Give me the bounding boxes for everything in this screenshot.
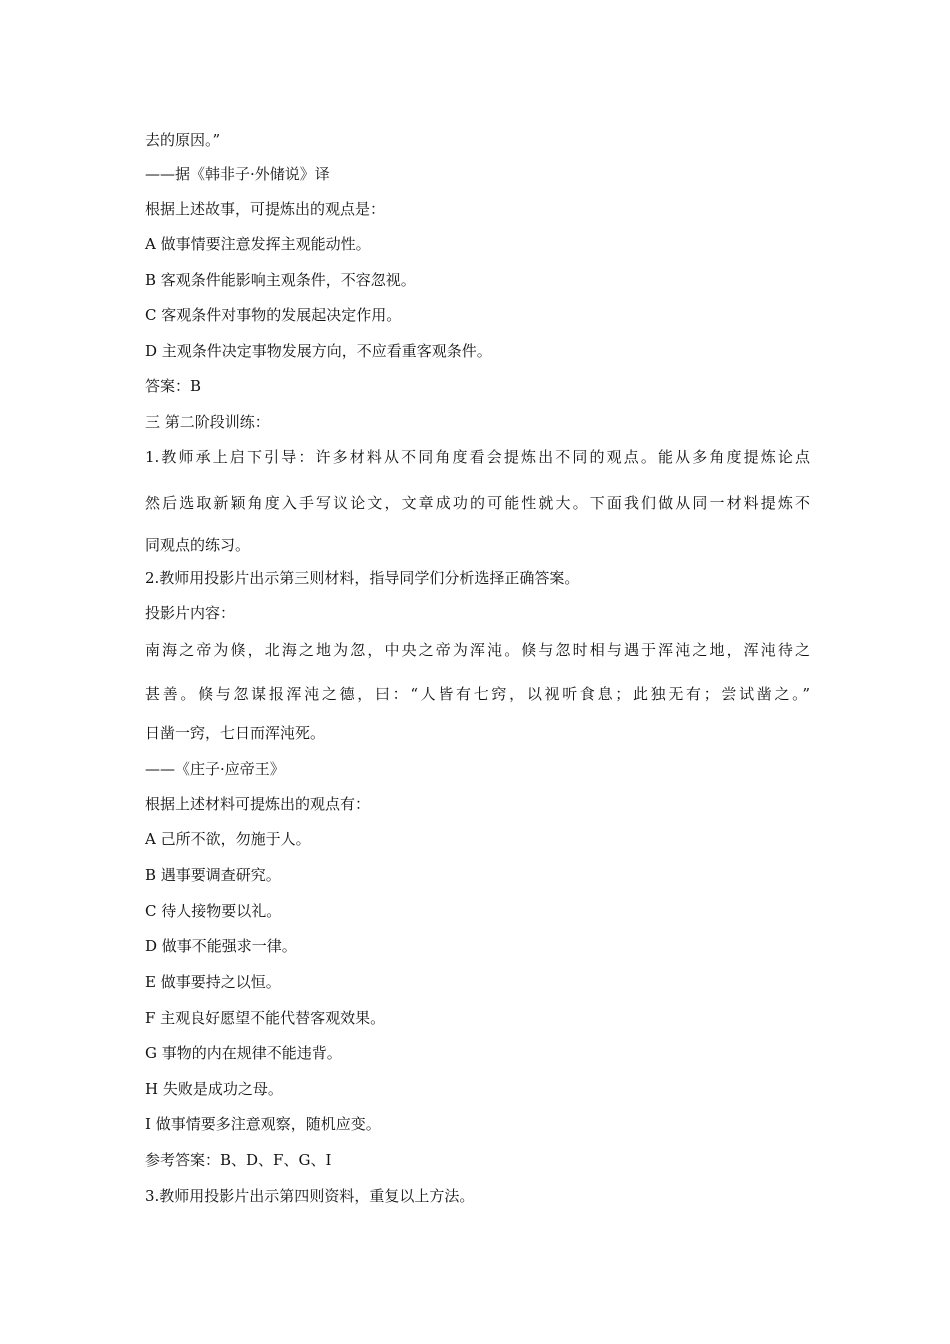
section-heading: 三 第二阶段训练： <box>145 413 270 431</box>
option-a: A 做事情要注意发挥主观能动性。 <box>145 235 371 253</box>
text-line: 投影片内容： <box>145 604 236 622</box>
option-a: A 己所不欲，勿施于人。 <box>145 830 311 848</box>
text-line: 根据上述材料可提炼出的观点有： <box>145 795 371 813</box>
option-d: D 做事不能强求一律。 <box>145 937 297 955</box>
option-c: C 客观条件对事物的发展起决定作用。 <box>145 306 402 324</box>
paragraph-line: 3.教师用投影片出示第四则资料，重复以上方法。 <box>145 1187 475 1205</box>
paragraph-line: 然后选取新颖角度入手写议论文，文章成功的可能性就大。下面我们做从同一材料提炼不 <box>145 494 810 512</box>
option-c: C 待人接物要以礼。 <box>145 902 282 920</box>
passage-line: 日凿一窍，七日而浑沌死。 <box>145 724 326 742</box>
text-line: 根据上述故事，可提炼出的观点是： <box>145 200 386 218</box>
option-i: I 做事情要多注意观察，随机应变。 <box>145 1115 381 1133</box>
source-citation: ——《庄子·应帝王》 <box>145 760 285 778</box>
passage-line: 南海之帝为倏，北海之地为忽，中央之帝为浑沌。倏与忽时相与遇于浑沌之地，浑沌待之 <box>145 641 810 659</box>
paragraph-line: 2.教师用投影片出示第三则材料，指导同学们分析选择正确答案。 <box>145 569 580 587</box>
option-f: F 主观良好愿望不能代替客观效果。 <box>145 1009 386 1027</box>
option-b: B 客观条件能影响主观条件，不容忽视。 <box>145 271 416 289</box>
option-d: D 主观条件决定事物发展方向，不应看重客观条件。 <box>145 342 492 360</box>
text-line: 去的原因。” <box>145 131 221 149</box>
source-citation: ——据《韩非子·外储说》译 <box>145 165 330 183</box>
option-e: E 做事要持之以恒。 <box>145 973 281 991</box>
option-b: B 遇事要调查研究。 <box>145 866 281 884</box>
paragraph-line: 1.教师承上启下引导：许多材料从不同角度看会提炼出不同的观点。能从多角度提炼论点 <box>145 448 810 466</box>
answer-line: 参考答案：B、D、F、G、I <box>145 1151 332 1169</box>
passage-line: 甚善。倏与忽谋报浑沌之德，曰：“人皆有七窍，以视听食息；此独无有；尝试凿之。” <box>145 685 810 703</box>
option-g: G 事物的内在规律不能违背。 <box>145 1044 342 1062</box>
paragraph-line: 同观点的练习。 <box>145 536 251 554</box>
answer-line: 答案：B <box>145 377 202 395</box>
option-h: H 失败是成功之母。 <box>145 1080 283 1098</box>
